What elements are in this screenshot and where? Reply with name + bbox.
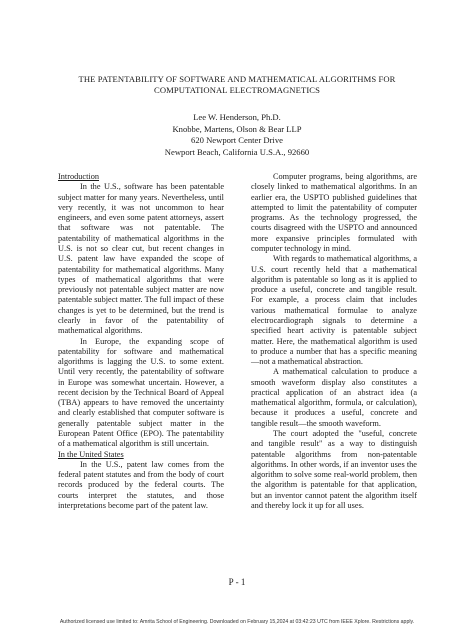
page-number: P - 1: [228, 577, 246, 587]
right-column: [251, 172, 417, 511]
author-city: Newport Beach, California U.S.A., 92660: [164, 146, 310, 157]
section-heading-united-states: In the United States: [58, 449, 124, 459]
author-block: [100, 112, 374, 158]
paper-title: [40, 74, 434, 96]
author-name: Lee W. Henderson, Ph.D.: [193, 112, 281, 122]
author-street: 620 Newport Center Drive: [191, 135, 283, 145]
paragraph: The court adopted the "useful, concrete and tangible result" as a way to distinguish patentable algorithms from non-patentable algorithms. In other words, if an inventor uses the algorithm to solve some real-world problem, then the algorithm is patentable for that application, but an inventor cannot patent the algorithm itself and thereby lock it up for all uses.: [251, 429, 417, 510]
paragraph: In the U.S., software has been patentable subject matter for many years. Nevertheless, until very recently, it was not uncommon to hear engineers, and even some patent attorneys, assert that software was not patentable. The patentability of mathematical algorithms in the U.S. is not so clear cut, but recent changes in U.S. patent law have expanded the scope of patentability for mathematical algorithms. Many types of mathematical algorithms that were previously not patentable subject matter are now patentable subject matter. The full impact of these changes is yet to be determined, but the trend is clearly in favor of the patentability of mathematical algorithms.: [58, 182, 224, 336]
left-column: [58, 172, 224, 511]
title-line-2: COMPUTATIONAL ELECTROMAGNETICS: [154, 85, 320, 95]
section-heading-introduction: Introduction: [58, 172, 100, 181]
paragraph: In the U.S., patent law comes from the federal patent statutes and from the body of court records produced by the federal courts. The courts interpret the statutes, and those interpretations become part of the patent law.: [58, 459, 224, 510]
author-firm: Knobbe, Martens, Olson & Bear LLP: [172, 123, 302, 134]
license-footer: Authorized licensed use limited to: Amrita School of Engineering. Downloaded on February 15,2024 at 03:42:23 UTC from IEEE Xplore. Restrictions apply.: [59, 619, 415, 625]
paragraph: A mathematical calculation to produce a smooth waveform display also constitutes a practical application of an abstract idea (a mathematical algorithm, formula, or calculation), because it produces a useful, concrete and tangible result—the smooth waveform.: [251, 367, 417, 428]
paragraph: Computer programs, being algorithms, are closely linked to mathematical algorithms. In an earlier era, the USPTO published guidelines that attempted to limit the patentability of computer programs. As the technology progressed, the courts disagreed with the USPTO and announced more expansive principles formulated with computer technology in mind.: [251, 172, 417, 253]
title-line-1: THE PATENTABILITY OF SOFTWARE AND MATHEMATICAL ALGORITHMS FOR: [78, 74, 396, 84]
paragraph: In Europe, the expanding scope of patentability for software and mathematical algorithms is lagging the U.S. to some extent. Until very recently, the patentability of software in Europe was somewhat uncertain. However, a recent decision by the Technical Board of Appeal (TBA) appears to have removed the uncertainty and clearly established that computer software is generally patentable subject matter in the European Patent Office (EPO). The patentability of a mathematical algorithm is still uncertain.: [58, 336, 224, 449]
paragraph: With regards to mathematical algorithms, a U.S. court recently held that a mathematical algorithm is patentable so long as it is applied to produce a useful, concrete and tangible result. For example, a process claim that includes various mathematical formulae to analyze electrocardiograph signals to determine a specified heart activity is patentable subject matter. Here, the mathematical algorithm is used to produce a number that has a specific meaning—not a mathematical abstraction.: [251, 254, 417, 367]
